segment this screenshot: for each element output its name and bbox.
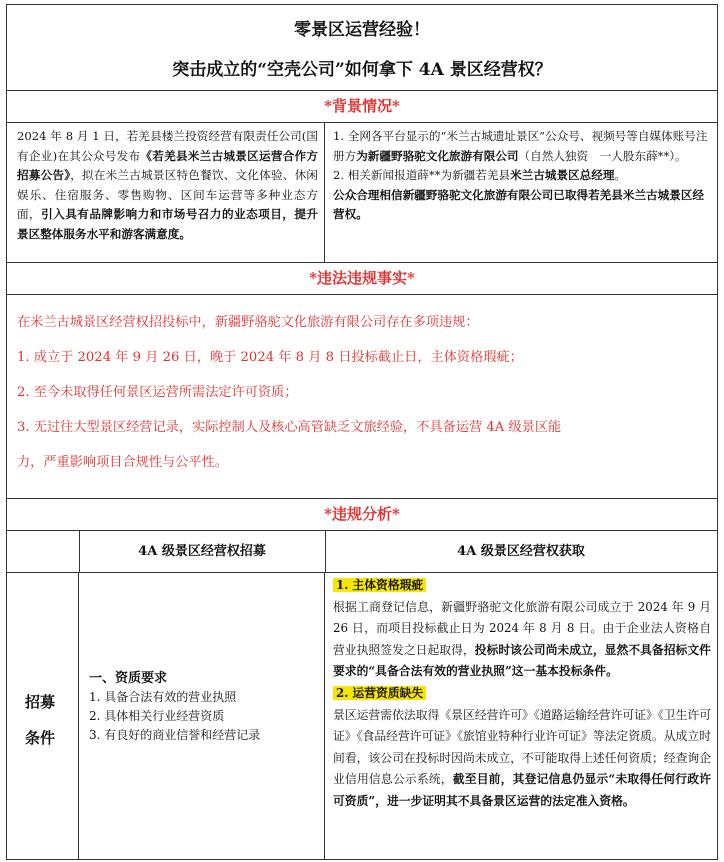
background-heading: *背景情况* (7, 91, 717, 123)
background-right-text-1: 1. 全网各平台显示的“米兰古城遗址景区”公众号、视频号等自媒体账号注册方 (333, 129, 708, 163)
background-right-text-2: （自然人独资 一人股东薛**）。 (518, 148, 687, 163)
background-left-text-2: ，拟在米兰古城景区特色餐饮、文化体验、休闲娱乐、住宿服务、零售购物、区间车运营等多种业态方面， (17, 168, 318, 221)
title-line-1: 零景区运营经验！ (294, 20, 430, 40)
background-right-bold-2: 米兰古城景区总经理 (510, 168, 615, 182)
point-1-body (333, 597, 711, 683)
point-1-bold: 投标时该公司尚未成立，显然不具备招标文件要求的“具备合法有效的营业执照”这一基本投标条件。 (333, 642, 711, 679)
violation-item: 2. 至今未取得任何景区运营所需法定许可资质； (17, 385, 298, 400)
point-1-title: 1. 主体资格瑕疵 (333, 578, 426, 592)
violations-heading: *违法违规事实* (7, 263, 717, 295)
background-right-bold-1: 为新疆野骆驼文化旅游有限公司 (356, 148, 519, 163)
acquisition-cell (325, 573, 717, 860)
violation-item: 在米兰古城景区经营权招投标中，新疆野骆驼文化旅游有限公司存在多项违规： (17, 315, 479, 330)
document-table (6, 4, 718, 860)
point-2-text: 景区运营需依法取得《景区经营许可》《道路运输经营许可证》《卫生许可证》《食品经营许可证》《旅馆业特种行业许可证》等法定资质。从成立时间看，该公司在投标时因尚未成立，不可能取得上述任何资质；经查询企业信用信息公示系统， (333, 707, 711, 787)
background-right-cell (325, 123, 717, 266)
background-left-bold-1: 《若羌县米兰古城景区运营合作方招募公告》 (17, 148, 318, 182)
violation-item: 3. 无过往大型景区经营记录，实际控制人及核心高管缺乏文旅经验，不具备运营 4A 级景区能 (17, 420, 562, 435)
point-2-body (333, 705, 711, 813)
background-right-point-2 (333, 166, 709, 186)
background-right-point-1 (333, 127, 709, 166)
point-2-title: 2. 运营资质缺失 (333, 686, 426, 700)
background-right-conclusion: 公众合理相信新疆野骆驼文化旅游有限公司已取得若羌县米兰古城景区经营权。 (333, 187, 705, 221)
title-line-2: 突击成立的“空壳公司”如何拿下 4A 景区经营权？ (172, 60, 552, 80)
violation-item: 1. 成立于 2024 年 9 月 26 日，晚于 2024 年 8 月 8 日投标截止日，主体资格瑕疵； (17, 350, 523, 365)
analysis-column-headers (7, 531, 717, 573)
background-left-text-1: 2024 年 8 月 1 日，若羌县楼兰投资经营有限责任公司(国有企业)在其公众号发布 (17, 129, 318, 163)
point-1-text: 根据工商登记信息，新疆野骆驼文化旅游有限公司成立于 2024 年 9 月 26 日，而项目投标截止日为 2024 年 8 月 8 日。由于企业法人资格自营业执照签发之日起取得， (333, 599, 711, 657)
conditions-row (7, 573, 717, 860)
header-acquisition: 4A 级景区经营权获取 (457, 544, 585, 559)
requirement-item: 3. 有良好的商业信誉和经营记录 (89, 728, 261, 742)
background-left-bold-2: 引入具有品牌影响力和市场号召力的业态项目，提升景区整体服务水平和游客满意度。 (17, 207, 318, 241)
row-label-cell (7, 573, 79, 860)
row-label-line-1: 招募 (25, 693, 56, 711)
background-right-text-4: 。 (614, 168, 627, 182)
requirements-cell (79, 573, 325, 860)
row-label-line-2: 条件 (25, 729, 56, 747)
background-body (7, 123, 717, 263)
requirement-item: 2. 具体相关行业经营资质 (89, 709, 225, 723)
background-right-text-3: 2. 相关新闻报道薛**为新疆若羌县 (333, 168, 511, 182)
requirement-item: 1. 具备合法有效的营业执照 (89, 690, 237, 704)
requirements-heading: 一、资质要求 (89, 671, 168, 686)
header-blank-cell (7, 531, 80, 572)
background-left-cell (7, 123, 325, 262)
violation-item: 力，严重影响项目合规性与公平性。 (17, 455, 228, 470)
point-2-bold: 截至目前，其登记信息仍显示“未取得任何行政许可资质”，进一步证明其不具备景区运营的法定准入资格。 (333, 772, 711, 808)
title-block (7, 5, 717, 91)
violations-body (7, 295, 717, 499)
analysis-heading: *违规分析* (7, 499, 717, 531)
header-recruitment: 4A 级景区经营权招募 (79, 531, 326, 572)
